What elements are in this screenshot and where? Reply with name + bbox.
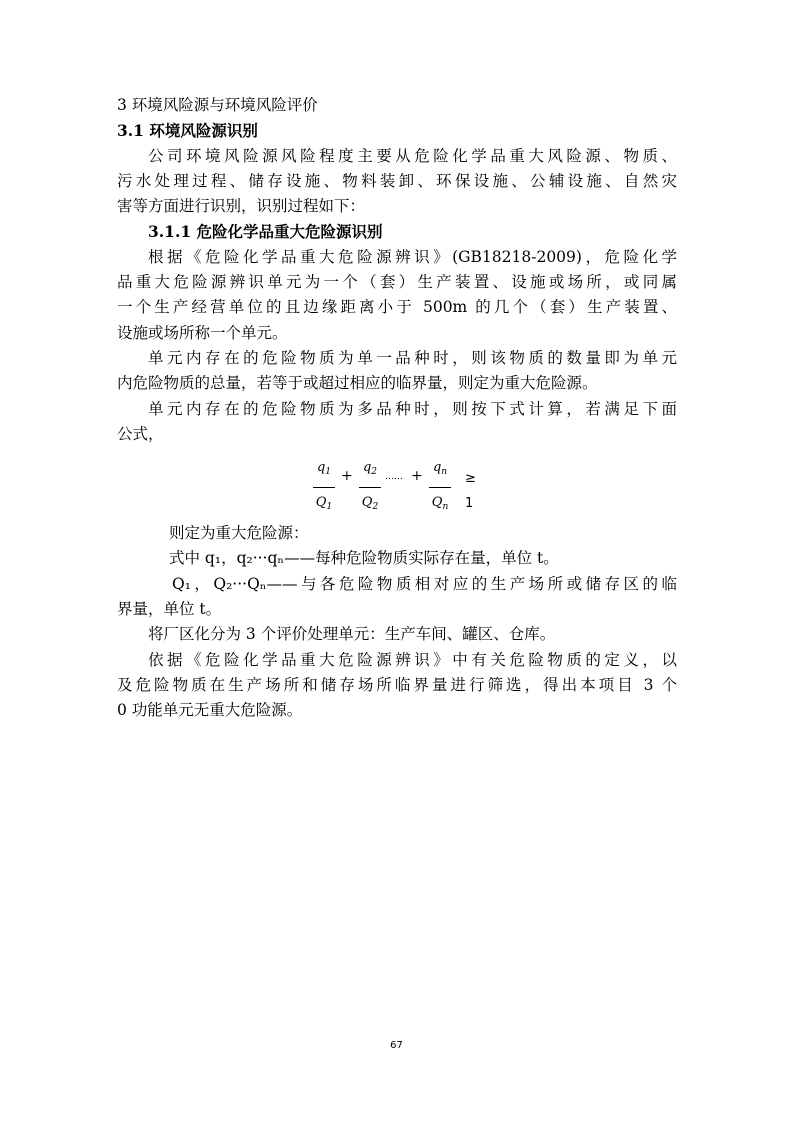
page-number: 67 (390, 1040, 403, 1051)
paragraph-line: 一个生产经营单位的且边缘距离小于 500m 的几个（套）生产装置、 (117, 298, 677, 317)
paragraph-line: 内危险物质的总量，若等于或超过相应的临界量，则定为重大危险源。 (117, 374, 598, 393)
plus-sign: + (341, 468, 353, 485)
paragraph-conclusion (117, 648, 677, 724)
paragraph-critical-quantity (117, 572, 677, 623)
paragraph-line: 设施或场所称一个单元。 (117, 323, 288, 342)
paragraph-line: 单元内存在的危险物质为多品种时，则按下式计算，若满足下面 (148, 399, 677, 418)
paragraph-line: 依据《危险化学品重大危险源辨识》中有关危险物质的定义，以 (148, 650, 677, 669)
paragraph-line: 将厂区化分为 3 个评价处理单元：生产车间、罐区、仓库。 (148, 625, 556, 644)
plus-sign: + (411, 468, 423, 485)
paragraph-line: 及危险物质在生产场所和储存场所临界量进行筛选，得出本项目 3 个 (117, 675, 677, 694)
ellipsis: …… (385, 472, 403, 483)
paragraph-line: 污水处理过程、储存设施、物料装卸、环保设施、公辅设施、自然灾 (117, 171, 677, 190)
paragraph-line: 根据《危险化学品重大危险源辨识》(GB18218-2009)，危险化学 (148, 247, 677, 266)
formula-block (117, 451, 677, 513)
paragraph-single-substance (117, 346, 677, 397)
paragraph-line: 0 功能单元无重大危险源。 (117, 701, 303, 720)
paragraph-line: 则定为重大危险源： (169, 524, 309, 543)
paragraph-intro (117, 144, 677, 220)
geq-one: ≥ 1 (465, 471, 476, 512)
paragraph-line: Q₁，Q₂···Qₙ——与各危险物质相对应的生产场所或储存区的临 (172, 574, 677, 593)
fraction-1: $\frac{q_1}{Q_1}$ (313, 455, 335, 521)
paragraph-line: 公式， (117, 424, 164, 443)
paragraph-line: 单元内存在的危险物质为单一品种时，则该物质的数量即为单元 (148, 348, 677, 367)
paragraph-line: 害等方面进行识别，识别过程如下： (117, 197, 366, 216)
document-body (117, 93, 677, 724)
paragraph-definition (117, 245, 677, 346)
fraction-2: $\frac{q_2}{Q_2}$ (359, 455, 381, 521)
section-heading: 3.1 环境风险源识别 (117, 121, 258, 141)
subsection-heading: 3.1.1 危险化学品重大危险源识别 (148, 222, 383, 242)
paragraph-line: 公司环境风险源风险程度主要从危险化学品重大风险源、物质、 (148, 146, 677, 165)
paragraph-line: 界量，单位 t。 (117, 600, 222, 619)
paragraph-line: 品重大危险源辨识单元为一个（套）生产装置、设施或场所，或同属 (117, 273, 677, 292)
paragraph-line: 式中 q₁，q₂···qₙ——每种危险物质实际存在量，单位 t。 (169, 549, 559, 568)
fraction-n: $\frac{q_n}{Q_n}$ (429, 455, 451, 521)
paragraph-multi-substance (117, 397, 677, 448)
chapter-heading: 3 环境风险源与环境风险评价 (117, 96, 318, 114)
